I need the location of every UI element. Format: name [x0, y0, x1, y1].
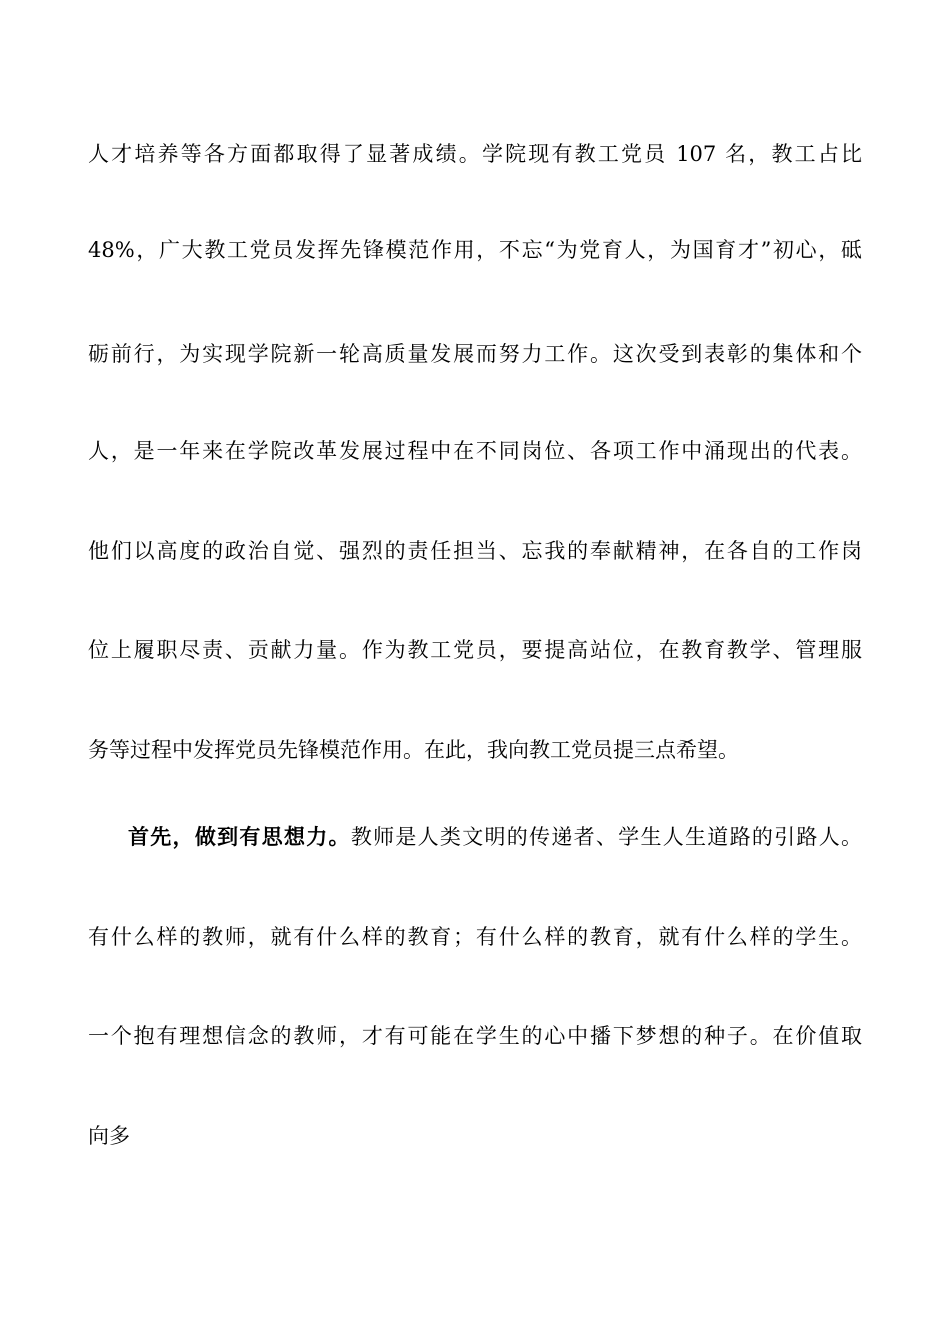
paragraph-2-lead-text: 教师是人类文明的传递者、学生人生道路的引路人。: [350, 825, 862, 849]
text-line-5: 他们以高度的政治自觉、强烈的责任担当、忘我的奉献精神，在各自的工作岗: [88, 539, 862, 563]
text-line-2: 48%，广大教工党员发挥先锋模范作用，不忘“为党育人，为国育才”初心，砥: [88, 238, 862, 262]
text-line-11: 向多: [88, 1124, 130, 1148]
paragraph-2-heading: 首先，做到有思想力。: [128, 824, 351, 849]
text-line-7: 务等过程中发挥党员先锋模范作用。在此，我向教工党员提三点希望。: [88, 738, 739, 762]
paragraph-2-first-line: [128, 817, 862, 857]
text-line-10: 一个抱有理想信念的教师，才有可能在学生的心中播下梦想的种子。在价值取: [88, 1024, 862, 1048]
text-line-3: 砺前行，为实现学院新一轮高质量发展而努力工作。这次受到表彰的集体和个: [88, 342, 862, 366]
text-line-6: 位上履职尽责、贡献力量。作为教工党员，要提高站位，在教育教学、管理服: [88, 638, 862, 662]
text-line-4: 人，是一年来在学院改革发展过程中在不同岗位、各项工作中涌现出的代表。: [88, 439, 862, 463]
text-line-1: 人才培养等各方面都取得了显著成绩。学院现有教工党员 107 名，教工占比: [88, 142, 862, 166]
text-line-9: 有什么样的教师，就有什么样的教育；有什么样的教育，就有什么样的学生。: [88, 925, 862, 949]
